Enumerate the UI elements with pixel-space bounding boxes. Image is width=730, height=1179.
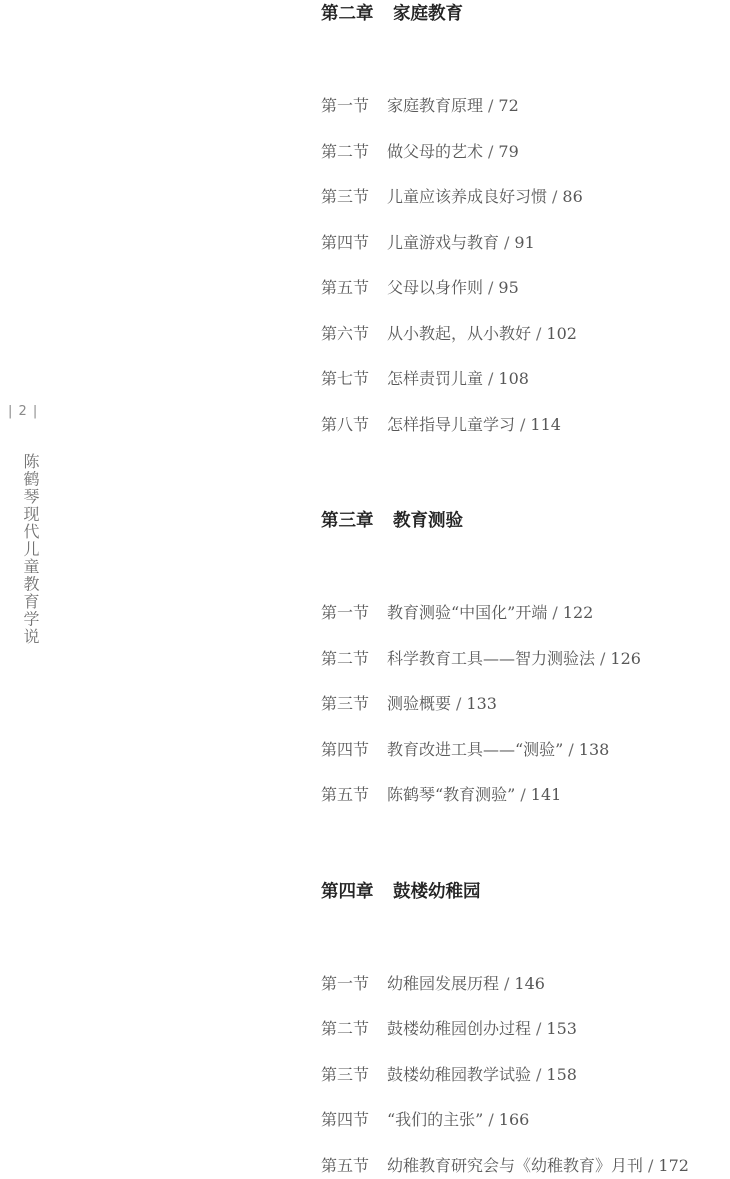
chapter-number: 第三章 — [321, 511, 374, 531]
toc-section-row — [321, 174, 689, 220]
page-separator: / — [648, 1155, 654, 1175]
book-title-vertical: 陈鹤琴现代儿童教育学说 — [21, 453, 40, 646]
section-title: 做父母的艺术 — [387, 141, 484, 161]
section-page-number: 126 — [610, 648, 641, 668]
chapter-section-list — [321, 83, 689, 447]
toc-section-row — [321, 83, 689, 129]
section-title: 测验概要 — [387, 694, 452, 713]
toc-section-row — [321, 590, 689, 636]
section-title: 幼稚教育研究会与《幼稚教育》月刊 — [387, 1155, 644, 1175]
section-number: 第四节 — [321, 1110, 370, 1129]
toc-chapter — [321, 511, 689, 818]
section-page-number: 141 — [530, 785, 562, 804]
section-title: 从小教起，从小教好 — [387, 323, 532, 343]
toc-section-row — [321, 356, 689, 402]
section-number: 第二节 — [321, 141, 370, 161]
page-number-label: | 2 | — [8, 404, 39, 419]
section-page-number: 86 — [562, 187, 583, 206]
section-page-number: 114 — [530, 414, 561, 434]
section-page-number: 108 — [498, 369, 529, 388]
section-page-number: 133 — [466, 694, 497, 713]
section-title: 怎样指导儿童学习 — [387, 414, 516, 434]
section-page-number: 102 — [546, 323, 577, 343]
section-number: 第一节 — [321, 603, 370, 622]
section-title: 教育测验“中国化”开端 — [387, 603, 548, 622]
section-number: 第一节 — [321, 973, 370, 993]
table-of-contents — [321, 4, 689, 1179]
section-title: 儿童应该养成良好习惯 — [387, 187, 548, 206]
page-separator: / — [536, 1064, 542, 1084]
section-number: 第三节 — [321, 694, 370, 713]
page-separator: / — [488, 1110, 494, 1129]
section-number: 第二节 — [321, 1019, 370, 1038]
section-title: 科学教育工具——智力测验法 — [387, 648, 596, 668]
toc-section-row — [321, 1006, 689, 1052]
page-separator: / — [456, 694, 462, 713]
toc-section-row — [321, 636, 689, 682]
section-page-number: 95 — [498, 278, 519, 297]
section-number: 第七节 — [321, 369, 370, 388]
section-number: 第五节 — [321, 1155, 370, 1175]
section-title: 父母以身作则 — [387, 278, 484, 297]
page-separator: / — [536, 1019, 542, 1038]
page-separator: / — [536, 323, 542, 343]
section-number: 第一节 — [321, 96, 370, 115]
section-number: 第二节 — [321, 648, 370, 668]
section-title: 儿童游戏与教育 — [387, 232, 500, 252]
page-separator: / — [600, 648, 606, 668]
section-title: 鼓楼幼稚园教学试验 — [387, 1064, 532, 1084]
section-page-number: 166 — [498, 1110, 530, 1129]
section-title: 幼稚园发展历程 — [387, 973, 500, 993]
section-page-number: 153 — [546, 1019, 577, 1038]
toc-section-row — [321, 220, 689, 266]
page-separator: / — [552, 603, 558, 622]
page-separator: / — [504, 973, 510, 993]
section-title: 鼓楼幼稚园创办过程 — [387, 1019, 532, 1038]
toc-section-row — [321, 1052, 689, 1098]
chapter-number: 第二章 — [321, 4, 374, 24]
section-page-number: 158 — [546, 1064, 577, 1084]
section-title: 教育改进工具——“测验” — [387, 739, 564, 759]
chapter-title: 鼓楼幼稚园 — [393, 881, 481, 902]
toc-section-row — [321, 129, 689, 175]
section-page-number: 72 — [498, 96, 519, 115]
section-number: 第五节 — [321, 785, 370, 804]
chapter-title: 教育测验 — [393, 511, 463, 531]
toc-section-row — [321, 311, 689, 357]
toc-section-row — [321, 772, 689, 818]
toc-section-row — [321, 1097, 689, 1143]
page-separator: / — [568, 739, 574, 759]
section-number: 第三节 — [321, 187, 370, 206]
section-number: 第四节 — [321, 739, 370, 759]
toc-chapter — [321, 4, 689, 447]
section-number: 第四节 — [321, 232, 370, 252]
toc-section-row — [321, 681, 689, 727]
toc-section-row — [321, 961, 689, 1007]
chapter-number: 第四章 — [321, 881, 374, 902]
page-separator: / — [488, 369, 494, 388]
section-number: 第三节 — [321, 1064, 370, 1084]
page-separator: / — [488, 278, 494, 297]
chapter-heading — [321, 4, 689, 24]
page-separator: / — [488, 96, 494, 115]
page-separator: / — [520, 414, 526, 434]
section-number: 第五节 — [321, 278, 370, 297]
section-page-number: 146 — [514, 973, 545, 993]
section-page-number: 91 — [514, 232, 535, 252]
chapter-heading — [321, 882, 689, 902]
toc-section-row — [321, 1143, 689, 1179]
toc-section-row — [321, 402, 689, 448]
section-number: 第八节 — [321, 414, 370, 434]
section-page-number: 79 — [498, 141, 519, 161]
toc-section-row — [321, 265, 689, 311]
toc-chapter — [321, 882, 689, 1179]
chapter-heading — [321, 511, 689, 531]
section-title: “我们的主张” — [387, 1110, 484, 1129]
section-page-number: 172 — [658, 1155, 689, 1175]
page-separator: / — [552, 187, 558, 206]
section-title: 陈鹤琴“教育测验” — [387, 785, 516, 804]
page-separator: / — [520, 785, 526, 804]
chapter-title: 家庭教育 — [393, 4, 463, 24]
chapter-section-list — [321, 961, 689, 1179]
chapter-section-list — [321, 590, 689, 818]
section-title: 家庭教育原理 — [387, 96, 484, 115]
toc-section-row — [321, 727, 689, 773]
section-page-number: 122 — [562, 603, 594, 622]
page-separator: / — [504, 232, 510, 252]
section-number: 第六节 — [321, 323, 370, 343]
page-separator: / — [488, 141, 494, 161]
section-page-number: 138 — [578, 739, 610, 759]
section-title: 怎样责罚儿童 — [387, 369, 484, 388]
